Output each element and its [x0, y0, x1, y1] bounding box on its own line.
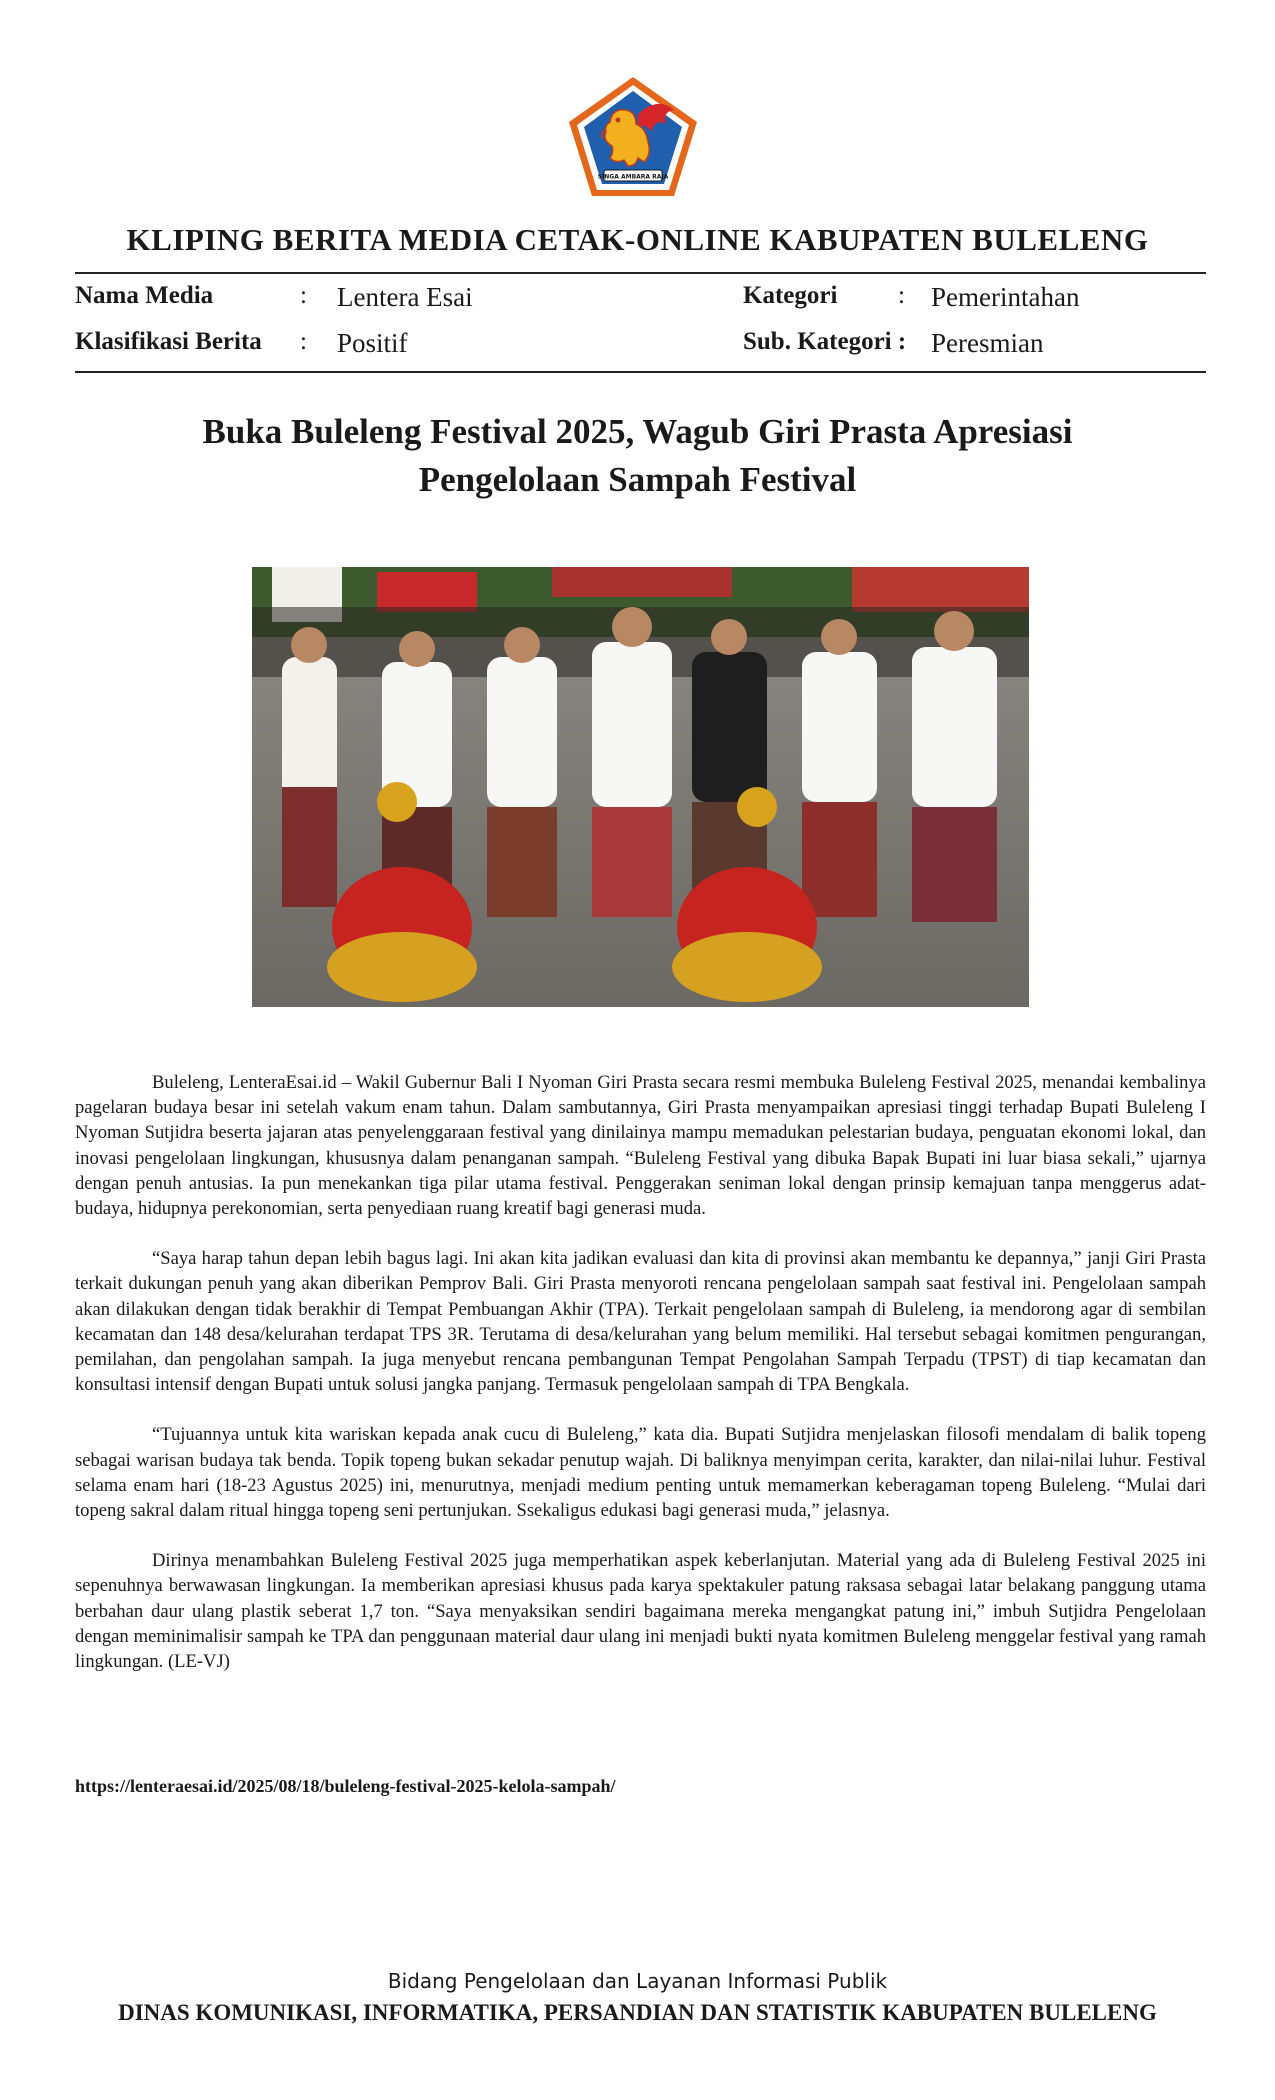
festival-crowd-photo: [252, 567, 1029, 1007]
headline-line-1: Buka Buleleng Festival 2025, Wagub Giri Prasta Apresiasi: [202, 412, 1073, 451]
article-paragraph-4: Dirinya menambahkan Buleleng Festival 2025 juga memperhatikan aspek keberlanjutan. Material yang ada di Buleleng Festival 2025 ini sepenuhnya berwawasan lingkungan. Ia memberikan apresiasi khusus pada karya spektakuler patung raksasa sebagai latar belakang panggung utama berbahan daur ulang plastik seberat 1,7 ton. “Saya menyaksikan sendiri bagaimana mereka mengangkat patung ini,” imbuh Sutjidra Pengelolaan dengan meminimalisir sampah ke TPA dan penggunaan material daur ulang ini menjadi bukti nyata komitmen Buleleng menggelar festival yang ramah lingkungan. (LE-VJ): [75, 1550, 1206, 1673]
article-paragraph-3: “Tujuannya untuk kita wariskan kepada anak cucu di Buleleng,” kata dia. Bupati Sutjidra menjelaskan filosofi mendalam di balik topeng sebagai warisan budaya tak benda. Topik topeng bukan sekadar penutup wajah. Di baliknya menyimpan cerita, karakter, dan nilai-nilai luhur. Festival selama enam hari (18-23 Agustus 2025) ini, menurutnya, menjadi medium penting untuk memamerkan keberagaman topeng Buleleng. “Mulai dari topeng sakral dalam ritual hingga topeng seni pertunjukan. Ssekaligus edukasi bagi generasi muda,” jelasnya.: [75, 1424, 1206, 1522]
media-colon: :: [300, 282, 307, 309]
crest-motto: SINGA AMBARA RAJA: [597, 173, 669, 181]
kategori-colon: :: [898, 282, 905, 309]
document-title: KLIPING BERITA MEDIA CETAK-ONLINE KABUPATEN BULELENG: [126, 222, 1149, 257]
media-value: Lentera Esai: [337, 282, 473, 312]
kategori-value: Pemerintahan: [931, 282, 1080, 312]
article-paragraph-2: “Saya harap tahun depan lebih bagus lagi. Ini akan kita jadikan evaluasi dan kita di provinsi akan membantu ke depannya,” janji Giri Prasta terkait dukungan penuh yang akan diberikan Pemprov Bali. Giri Prasta menyoroti rencana pengelolaan sampah saat festival ini. Pengelolaan sampah akan dilakukan dengan tidak berakhir di Tempat Pembuangan Akhir (TPA). Terkait pengelolaan sampah di Buleleng, ia mendorong agar di sembilan kecamatan dan 148 desa/kelurahan terdapat TPS 3R. Terutama di desa/kelurahan yang belum memiliki. Hal tersebut sebagai komitmen pengurangan, pemilahan, dan pengolahan sampah. Ia juga menyebut rencana pembangunan Tempat Pengolahan Sampah Terpadu (TPST) di tiap kecamatan dan konsultasi intensif dengan Bupati untuk solusi jangka panjang. Termasuk pengelolaan sampah di TPA Bengkala.: [75, 1248, 1206, 1396]
kabupaten-buleleng-crest-icon: [566, 74, 700, 200]
footer-agency: DINAS KOMUNIKASI, INFORMATIKA, PERSANDIAN DAN STATISTIK KABUPATEN BULELENG: [118, 2000, 1157, 2025]
header-divider-bottom: [75, 371, 1206, 373]
subkategori-label: Sub. Kategori :: [743, 328, 907, 355]
media-label: Nama Media: [75, 282, 214, 309]
klasifikasi-label: Klasifikasi Berita: [75, 328, 262, 355]
kategori-label: Kategori: [743, 282, 838, 309]
source-url-link[interactable]: https://lenteraesai.id/2025/08/18/buleleng-festival-2025-kelola-sampah/: [75, 1776, 616, 1796]
subkategori-value: Peresmian: [931, 328, 1044, 358]
article-headline: [140, 408, 1135, 504]
klasifikasi-colon: :: [300, 328, 307, 355]
headline-line-2: Pengelolaan Sampah Festival: [418, 460, 857, 499]
footer-department: Bidang Pengelolaan dan Layanan Informasi Publik: [387, 1969, 888, 1993]
article-body: [75, 1070, 1206, 1699]
klasifikasi-value: Positif: [337, 328, 408, 358]
header-divider-top: [75, 272, 1206, 274]
article-paragraph-1: Buleleng, LenteraEsai.id – Wakil Gubernur Bali I Nyoman Giri Prasta secara resmi membuka Buleleng Festival 2025, menandai kembalinya pagelaran budaya besar ini setelah vakum enam tahun. Dalam sambutannya, Giri Prasta menyampaikan apresiasi tinggi terhadap Bupati Buleleng I Nyoman Sutjidra beserta jajaran atas penyelenggaraan festival yang dinilainya mampu memadukan pelestarian budaya, penguatan ekonomi lokal, dan inovasi pengelolaan lingkungan, khususnya dalam penanganan sampah. “Buleleng Festival yang dibuka Bapak Bupati ini luar biasa sekali,” ujarnya dengan penuh antusias. Ia pun menekankan tiga pilar utama festival. Penggerakan seniman lokal dengan prinsip kemajuan tanpa menggerus adat-budaya, hidupnya perekonomian, serta penyediaan ruang kreatif bagi generasi muda.: [75, 1072, 1206, 1220]
